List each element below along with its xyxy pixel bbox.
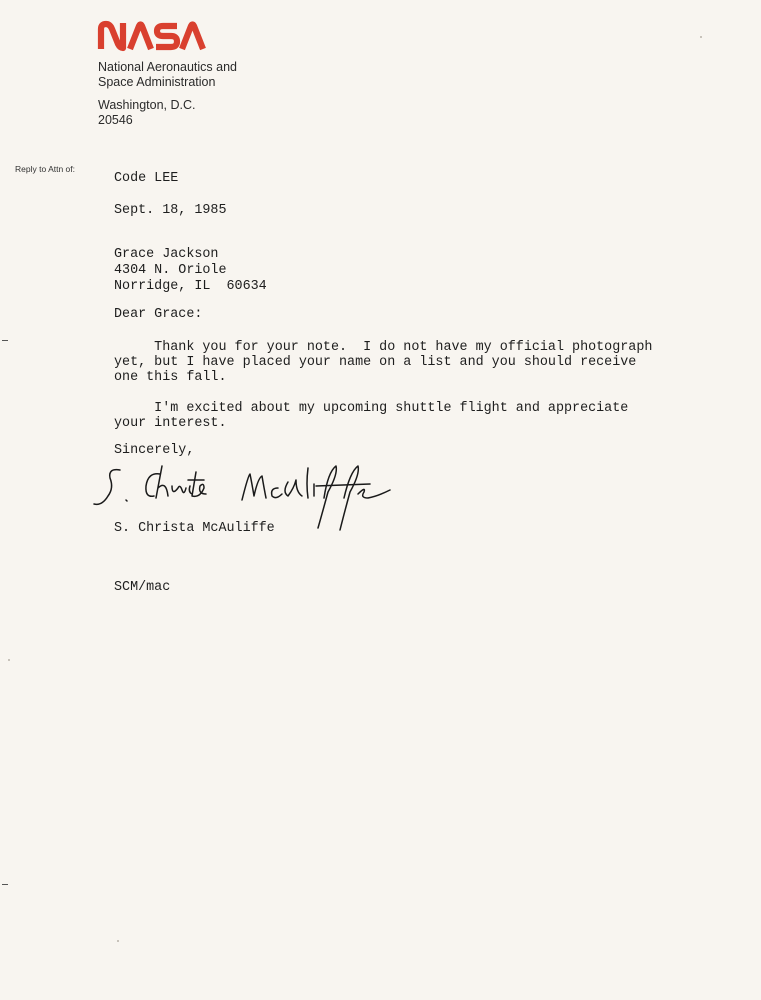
agency-zip: 20546 (98, 113, 133, 127)
paper-speck (8, 659, 10, 661)
nasa-logo (97, 20, 209, 52)
letter-date: Sept. 18, 1985 (114, 203, 227, 218)
body-paragraph-1-line-3: one this fall. (114, 370, 227, 385)
body-paragraph-2-line-1: I'm excited about my upcoming shuttle flight and appreciate (114, 401, 629, 416)
agency-address (98, 60, 237, 128)
agency-name-line-2: Space Administration (98, 75, 216, 89)
signer-name: S. Christa McAuliffe (114, 521, 275, 536)
closing: Sincerely, (114, 443, 195, 458)
spacer (98, 90, 237, 98)
margin-tick-mark (2, 340, 8, 341)
body-paragraph-1-line-1: Thank you for your note. I do not have my official photograph (114, 340, 653, 355)
recipient-name: Grace Jackson (114, 247, 219, 262)
agency-name-line-1: National Aeronautics and (98, 60, 237, 74)
code-line: Code LEE (114, 171, 179, 186)
body-paragraph-1-line-2: yet, but I have placed your name on a list and you should receive (114, 355, 637, 370)
body-paragraph-2-line-2: your interest. (114, 416, 227, 431)
paper-speck (700, 36, 702, 38)
reply-to-label: Reply to Attn of: (15, 164, 76, 174)
paper-speck (117, 940, 119, 942)
margin-tick-mark (2, 884, 8, 885)
recipient-city: Norridge, IL 60634 (114, 279, 267, 294)
typist-initials: SCM/mac (114, 580, 171, 595)
agency-city: Washington, D.C. (98, 98, 196, 112)
recipient-street: 4304 N. Oriole (114, 263, 227, 278)
salutation: Dear Grace: (114, 307, 203, 322)
